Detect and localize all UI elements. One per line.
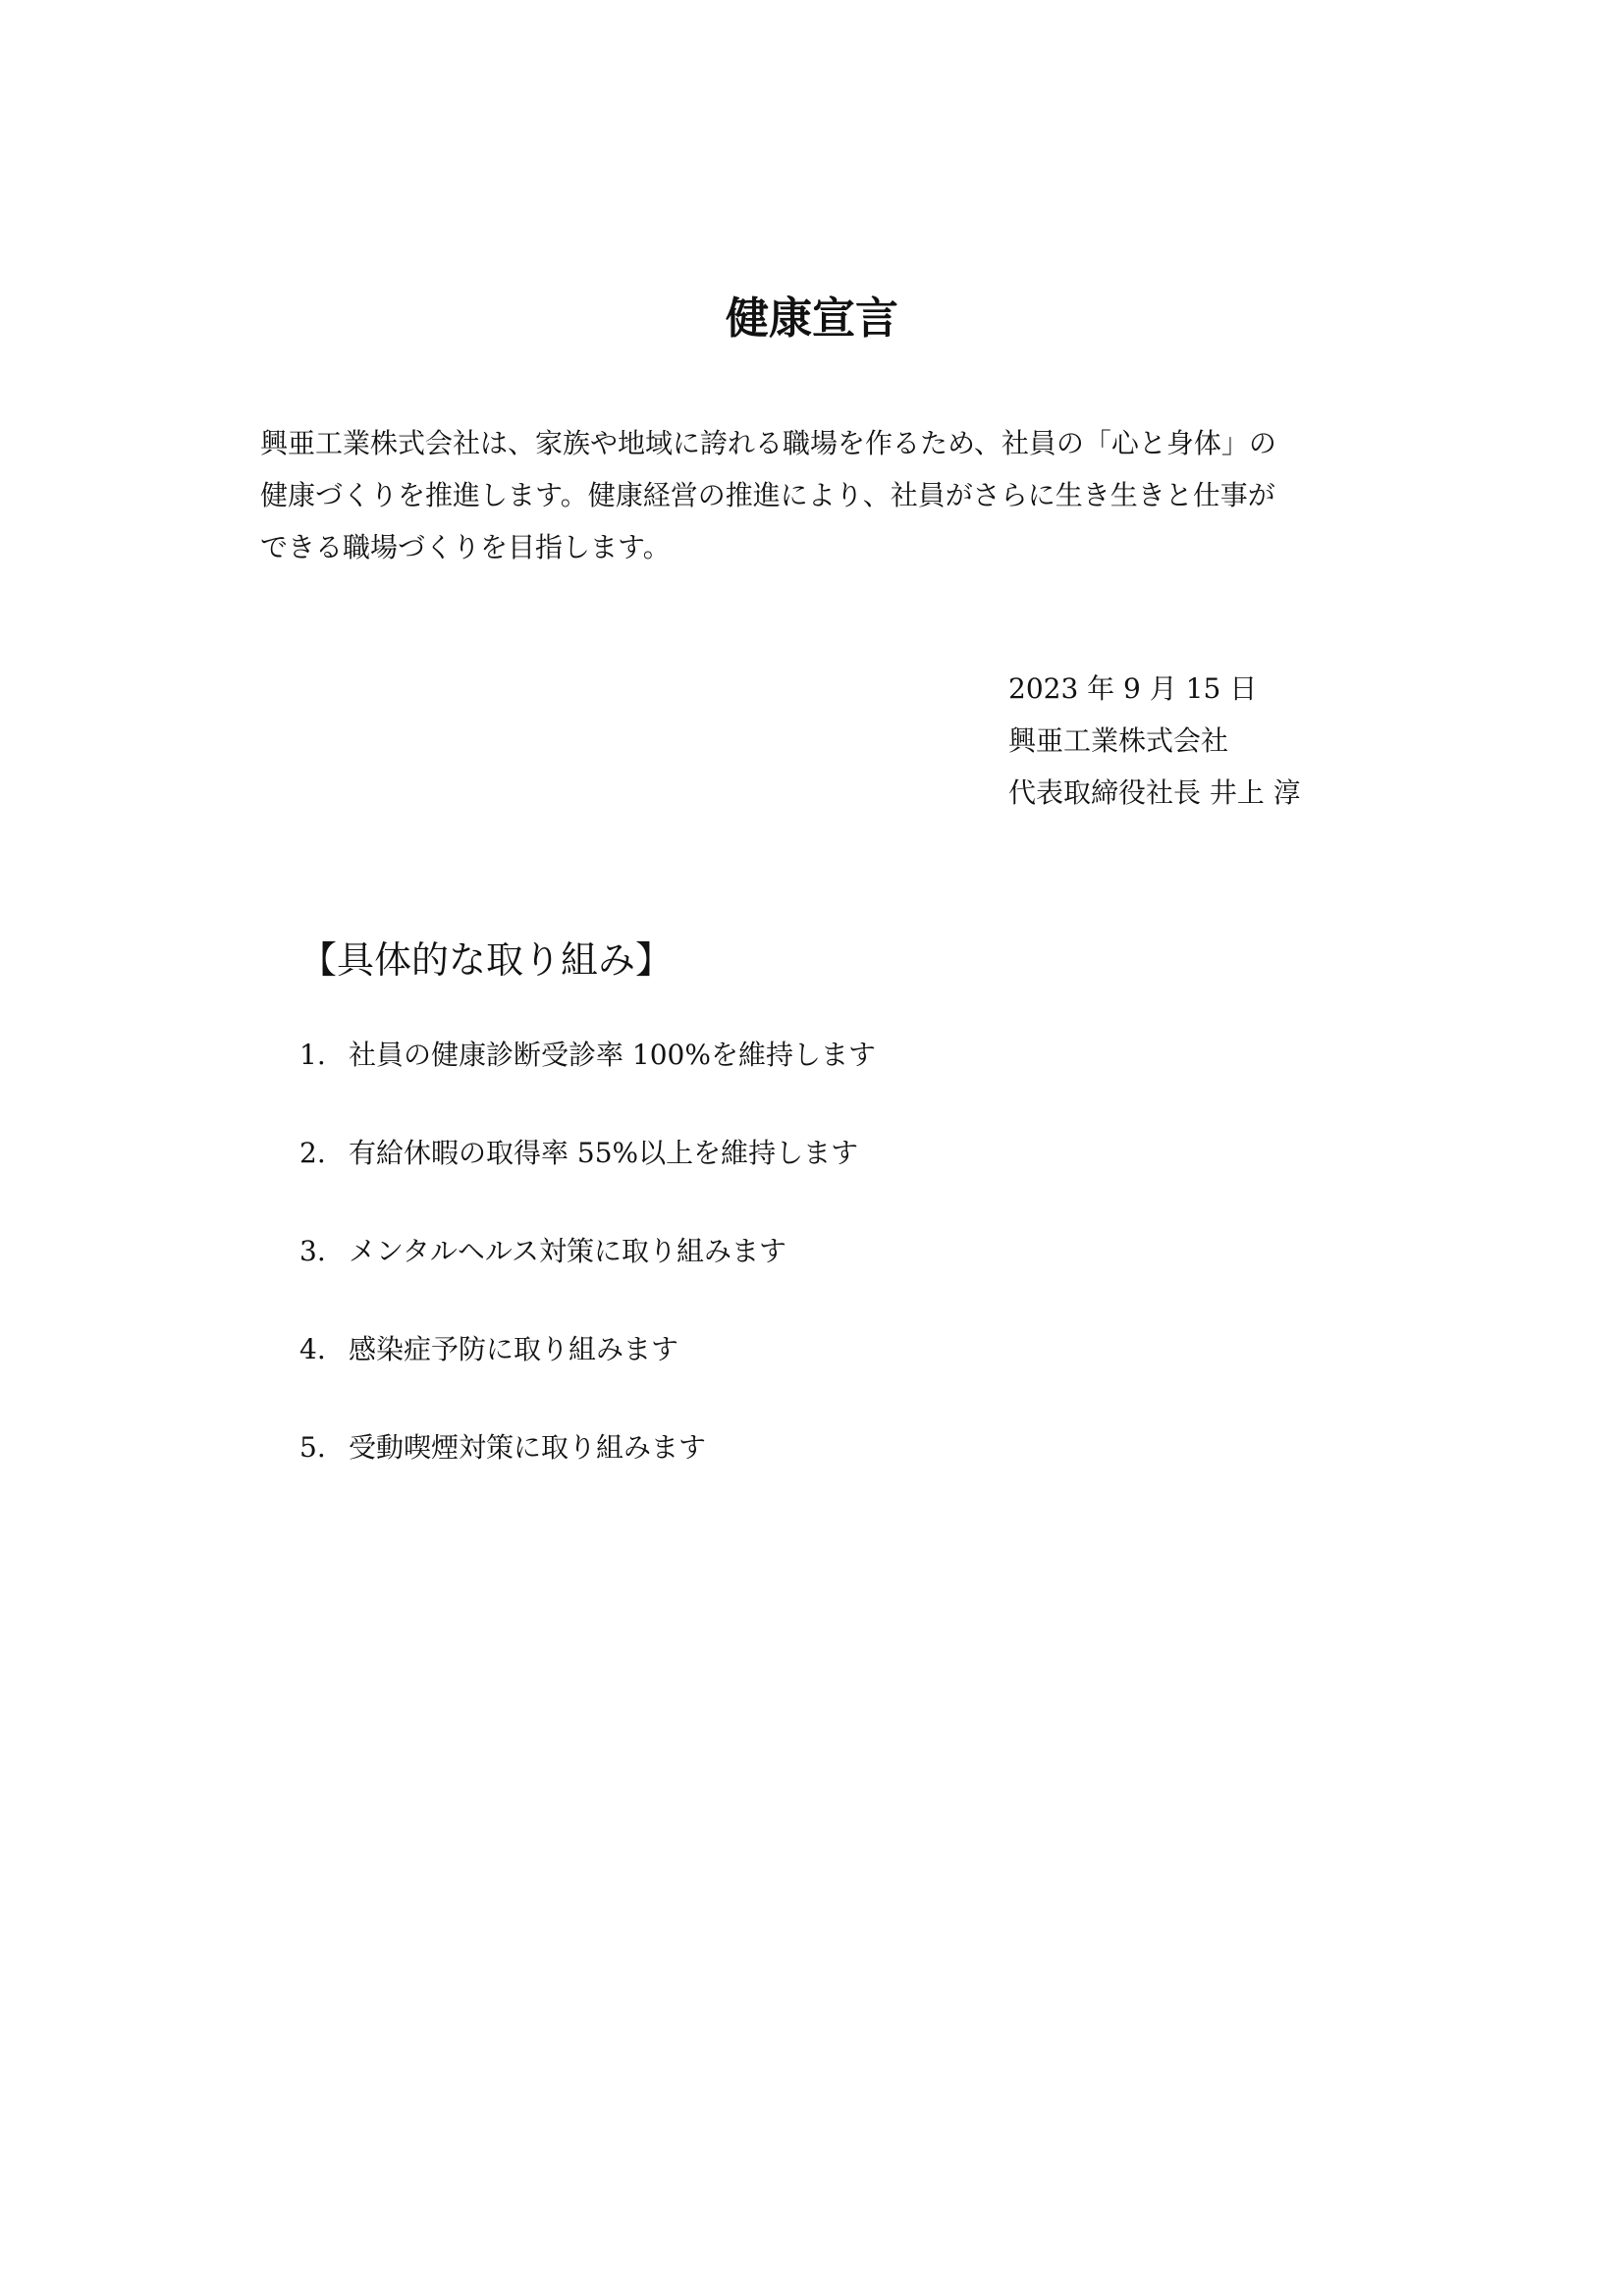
list-item-text: メンタルヘルス対策に取り組みます [349,1235,787,1267]
list-item-text: 社員の健康診断受診率 100%を維持します [349,1039,876,1071]
list-item [299,1330,1281,1428]
signature-company: 興亜工業株式会社 [1008,724,1229,757]
list-item-number: 2. [299,1137,326,1169]
initiatives-list [299,1036,1281,1526]
signature-representative: 代表取締役社長 井上 淳 [1008,776,1301,809]
list-item-text: 受動喫煙対策に取り組みます [349,1431,707,1464]
section-heading: 【具体的な取り組み】 [299,938,674,982]
signature-date: 2023 年 9 月 15 日 [1008,672,1258,705]
list-item [299,1428,1281,1526]
list-item [299,1134,1281,1232]
list-item-number: 3. [299,1235,326,1267]
intro-line: できる職場づくりを目指します。 [260,531,671,563]
list-item-number: 4. [299,1333,326,1365]
intro-line: 健康づくりを推進します。健康経営の推進により、社員がさらに生き生きと仕事が [260,479,1275,511]
list-item [299,1036,1281,1134]
list-item-text: 感染症予防に取り組みます [349,1333,679,1365]
signature-block [1008,663,1381,819]
list-item [299,1232,1281,1330]
intro-paragraph [260,417,1350,573]
document-title: 健康宣言 [726,294,898,344]
list-item-number: 5. [299,1431,326,1464]
intro-line: 興亜工業株式会社は、家族や地域に誇れる職場を作るため、社員の「心と身体」の [260,427,1276,459]
list-item-number: 1. [299,1039,326,1071]
list-item-text: 有給休暇の取得率 55%以上を維持します [349,1137,859,1169]
